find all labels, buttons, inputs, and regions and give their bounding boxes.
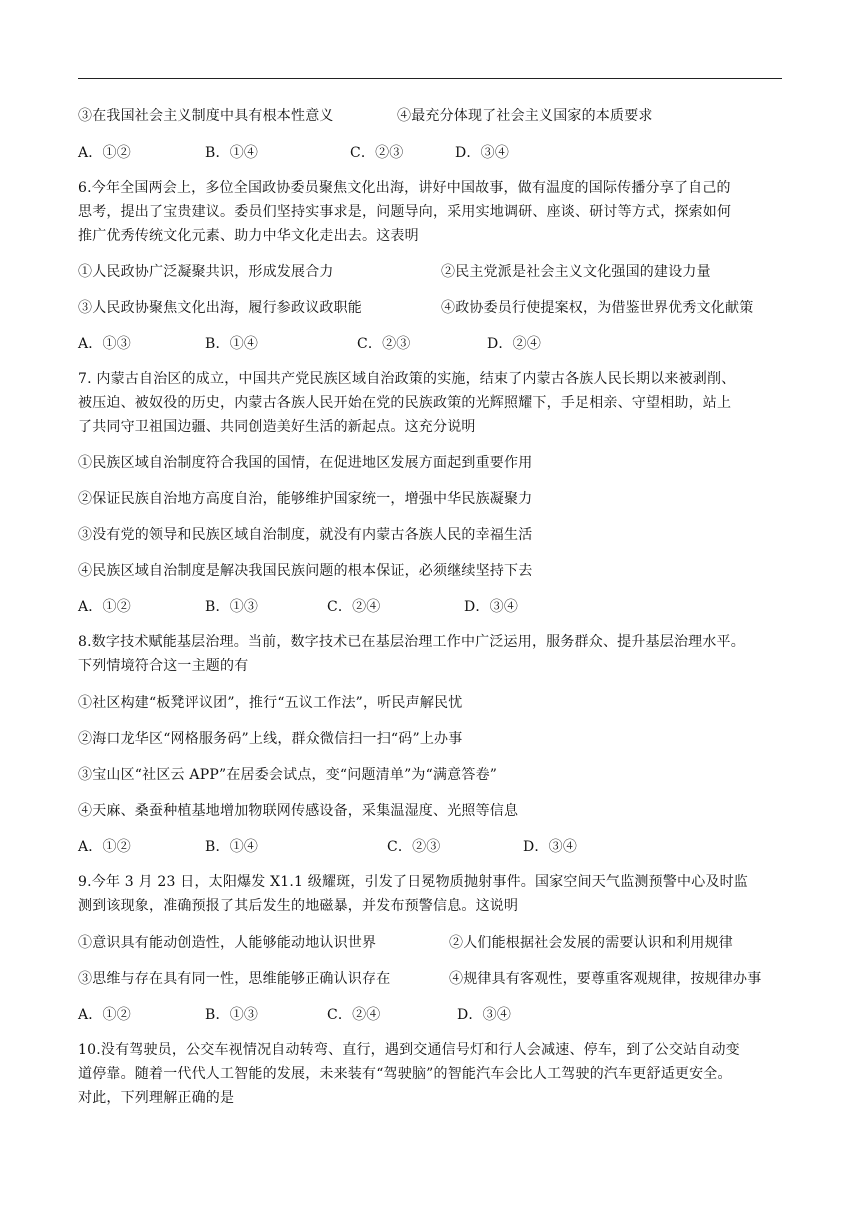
header-rule — [78, 78, 782, 79]
q7-option-2: ②保证民族自治地方高度自治，能够维护国家统一，增强中华民族凝聚力 — [78, 491, 533, 507]
q10-stem-line-2: 道停靠。随着一代代人工智能的发展，未来装有“驾驶脑”的智能汽车会比人工驾驶的汽车更舒适更安全。 — [78, 1066, 732, 1082]
q10-stem-line-1: 10.没有驾驶员，公交车视情况自动转弯、直行，遇到交通信号灯和行人会减速、停车，到了公交站自动变 — [78, 1042, 740, 1058]
q6-stem-line-1: 6.今年全国两会上，多位全国政协委员聚焦文化出海，讲好中国故事，做有温度的国际传播分享了自己的 — [78, 180, 731, 196]
q6-choice-d: D．②④ — [487, 336, 542, 352]
q6-choice-a: A．①③ — [78, 336, 131, 352]
q7-stem-line-1: 7. 内蒙古自治区的成立，中国共产党民族区域自治政策的实施，结束了内蒙古各族人民长期以来被剥削、 — [78, 371, 736, 387]
q7-choice-a: A．①② — [78, 599, 131, 615]
q8-choice-b: B．①④ — [205, 839, 259, 855]
q6-option-3: ③人民政协聚焦文化出海，履行参政议政职能 — [78, 300, 362, 316]
q7-stem-line-3: 了共同守卫祖国边疆、共同创造美好生活的新起点。这充分说明 — [78, 419, 476, 435]
q7-stem-line-2: 被压迫、被奴役的历史，内蒙古各族人民开始在党的民族政策的光辉照耀下，手足相亲、守望相助，站上 — [78, 395, 732, 411]
q7-option-3: ③没有党的领导和民族区域自治制度，就没有内蒙古各族人民的幸福生活 — [78, 527, 533, 543]
q8-stem-line-1: 8.数字技术赋能基层治理。当前，数字技术已在基层治理工作中广泛运用，服务群众、提升基层治理水平。 — [78, 634, 745, 650]
q9-stem-line-1: 9.今年 3 月 23 日，太阳爆发 X1.1 级耀斑，引发了日冕物质抛射事件。国家空间天气监测预警中心及时监 — [78, 874, 749, 890]
q8-option-2: ②海口龙华区“网格服务码”上线，群众微信扫一扫“码”上办事 — [78, 731, 463, 747]
q6-option-1: ①人民政协广泛凝聚共识，形成发展合力 — [78, 264, 334, 280]
q9-choice-a: A．①② — [78, 1007, 131, 1023]
q5-option-4: ④最充分体现了社会主义国家的本质要求 — [397, 108, 653, 124]
q6-option-2: ②民主党派是社会主义文化强国的建设力量 — [441, 264, 711, 280]
q5-choice-c: C．②③ — [350, 145, 404, 161]
q9-option-4: ④规律具有客观性，要尊重客观规律，按规律办事 — [449, 971, 762, 987]
q7-option-1: ①民族区域自治制度符合我国的国情，在促进地区发展方面起到重要作用 — [78, 455, 533, 471]
q6-option-4: ④政协委员行使提案权，为借鉴世界优秀文化献策 — [441, 300, 754, 316]
q9-choice-d: D．③④ — [457, 1007, 512, 1023]
q8-option-1: ①社区构建“板凳评议团”，推行“五议工作法”，听民声解民忧 — [78, 695, 463, 711]
q8-choice-d: D．③④ — [523, 839, 578, 855]
q6-choice-b: B．①④ — [205, 336, 259, 352]
q9-stem-line-2: 测到该现象，准确预报了其后发生的地磁暴，并发布预警信息。这说明 — [78, 898, 519, 914]
q9-choice-b: B．①③ — [205, 1007, 259, 1023]
q8-choice-a: A．①② — [78, 839, 131, 855]
q9-option-2: ②人们能根据社会发展的需要认识和利用规律 — [449, 935, 733, 951]
q5-choice-a: A．①② — [78, 145, 131, 161]
q10-stem-line-3: 对此，下列理解正确的是 — [78, 1090, 235, 1106]
q8-stem-line-2: 下列情境符合这一主题的有 — [78, 658, 249, 674]
q7-choice-b: B．①③ — [205, 599, 259, 615]
q6-stem-line-2: 思考，提出了宝贵建议。委员们坚持实事求是，问题导向，采用实地调研、座谈、研讨等方式，探索如何 — [78, 204, 732, 220]
q8-choice-c: C．②③ — [387, 839, 441, 855]
q5-choice-b: B．①④ — [205, 145, 259, 161]
q6-stem-line-3: 推广优秀传统文化元素、助力中华文化走出去。这表明 — [78, 228, 419, 244]
q7-choice-d: D．③④ — [464, 599, 519, 615]
q5-option-3: ③在我国社会主义制度中具有根本性意义 — [78, 108, 334, 124]
q9-option-3: ③思维与存在具有同一性，思维能够正确认识存在 — [78, 971, 391, 987]
q8-option-4: ④天麻、桑蚕种植基地增加物联网传感设备，采集温湿度、光照等信息 — [78, 803, 519, 819]
q6-choice-c: C．②③ — [357, 336, 411, 352]
q9-option-1: ①意识具有能动创造性，人能够能动地认识世界 — [78, 935, 377, 951]
q8-option-3: ③宝山区“社区云 APP”在居委会试点，变“问题清单”为“满意答卷” — [78, 767, 498, 783]
q7-option-4: ④民族区域自治制度是解决我国民族问题的根本保证，必须继续坚持下去 — [78, 563, 533, 579]
q9-choice-c: C．②④ — [327, 1007, 381, 1023]
q5-choice-d: D．③④ — [455, 145, 510, 161]
q7-choice-c: C．②④ — [327, 599, 381, 615]
